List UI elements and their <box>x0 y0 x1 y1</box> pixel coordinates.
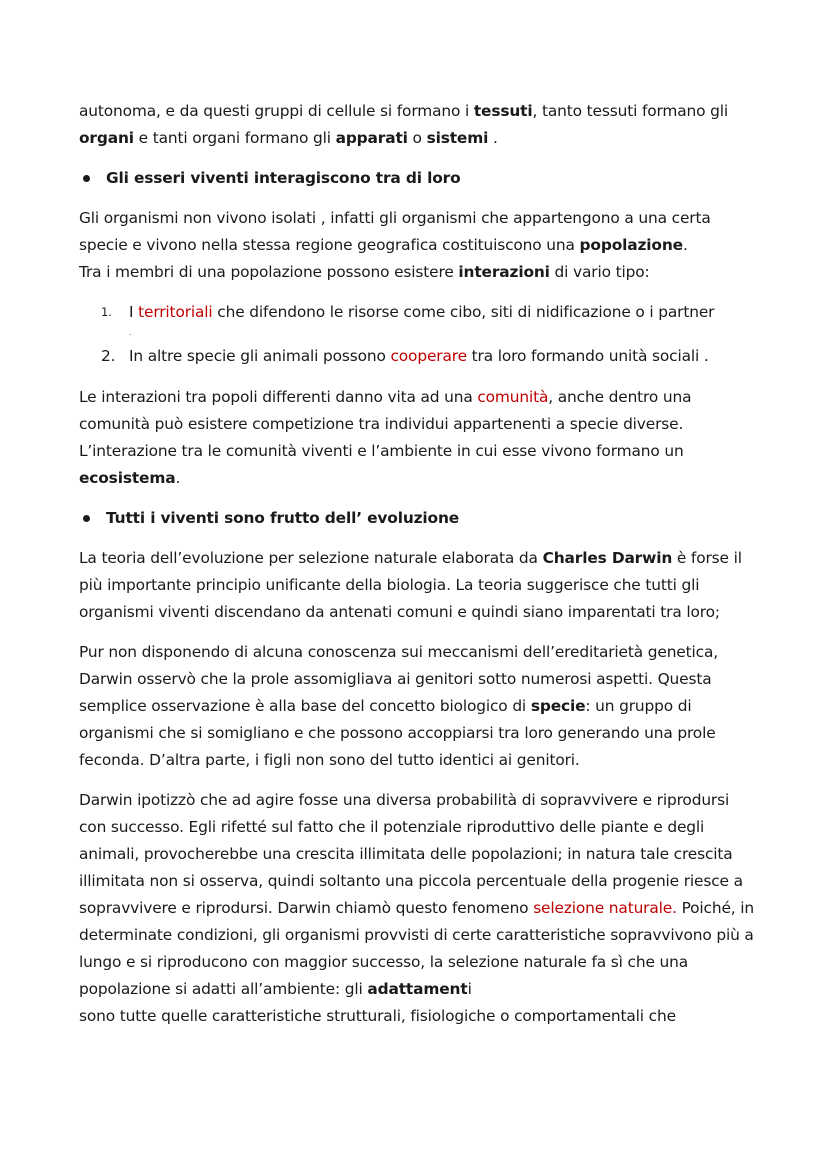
list-number: 2. <box>101 347 116 365</box>
text-run: , anche dentro una comunità può esistere competizione tra individui appartenenti a specie diverse. L’interazione tra le comunità viventi e l’ambiente in cui esse vivono formano un <box>79 388 692 460</box>
text-run: autonoma, e da questi gruppi di cellule si formano i <box>79 102 474 120</box>
term-territoriali: territoriali <box>138 303 213 321</box>
term-comunita: comunità <box>477 388 549 406</box>
term-popolazione: popolazione <box>579 236 683 254</box>
term-ecosistema: ecosistema <box>79 469 176 487</box>
term-interazioni: interazioni <box>458 263 550 281</box>
text-run: di vario tipo: <box>549 263 650 281</box>
text-run: e tanti organi formano gli <box>133 129 336 147</box>
heading-text: Gli esseri viventi interagiscono tra di loro <box>106 169 461 187</box>
text-run: Tra i membri di una popolazione possono esistere <box>79 263 459 281</box>
text-run: o <box>407 129 427 147</box>
paragraph-community <box>79 384 759 492</box>
text-run: i <box>467 980 472 998</box>
text-run: Poiché, in determinate condizioni, gli organismi provvisti di certe caratteristiche sopravvivono più a lungo e si riproducono con maggior successo, la selezione naturale fa sì che una popolazione si adatti all’ambiente: gli <box>79 899 754 998</box>
text-run: Darwin ipotizzò che ad agire fosse una diversa probabilità di sopravvivere e riprodursi con successo. Egli rifetté sul fatto che il potenziale riproduttivo delle piante e degli animali, provocherebbe una crescita illimitata delle popolazioni; in natura tale crescita illimitata non si osserva, quindi soltanto una piccola percentuale della progenie riesce a sopravvivere e riprodursi. Darwin chiamò questo fenomeno <box>79 791 743 917</box>
term-cooperare: cooperare <box>390 347 467 365</box>
text-run: è forse il più importante principio unificante della biologia. La teoria suggerisce che tutti gli organismi viventi discendano da antenati comuni e quindi siano imparentati tra loro; <box>79 549 742 621</box>
paragraph-species <box>79 639 759 774</box>
term-selezione-naturale: selezione naturale. <box>533 899 677 917</box>
term-organi: organi <box>79 129 134 147</box>
text-run: . <box>129 328 132 337</box>
term-adattamenti: adattament <box>367 980 468 998</box>
list-number: 1. <box>101 305 112 319</box>
interaction-list <box>79 299 759 370</box>
text-run: : un gruppo di organismi che si somigliano e che possono accoppiarsi tra loro generando una prole feconda. D’altra parte, i figli non sono del tutto identici ai genitori. <box>79 697 716 769</box>
text-run: . <box>488 129 498 147</box>
section-heading-evolution <box>79 505 759 532</box>
term-charles-darwin: Charles Darwin <box>542 549 673 567</box>
list-item <box>79 343 759 370</box>
text-run: Pur non disponendo di alcuna conoscenza sui meccanismi dell’ereditarietà genetica, Darwin osservò che la prole assomigliava ai genitori sotto numerosi aspetti. Questa semplice osservazione è alla base del concetto biologico di <box>79 643 718 715</box>
text-run: . <box>682 236 688 254</box>
text-run: , tanto tessuti formano gli <box>532 102 729 120</box>
list-item <box>79 299 759 326</box>
text-run: In altre specie gli animali possono <box>129 347 391 365</box>
text-run: Gli organismi non vivono isolati , infatti gli organismi che appartengono a una certa specie e vivono nella stessa regione geografica costituiscono una <box>79 209 711 254</box>
text-run: Le interazioni tra popoli differenti danno vita ad una <box>79 388 478 406</box>
bullet-icon <box>83 515 90 522</box>
term-sistemi: sistemi <box>426 129 489 147</box>
text-run: La teoria dell’evoluzione per selezione naturale elaborata da <box>79 549 543 567</box>
term-tessuti: tessuti <box>473 102 533 120</box>
paragraph-population <box>79 205 759 286</box>
bullet-icon <box>83 175 90 182</box>
text-run: tra loro formando unità sociali . <box>466 347 709 365</box>
paragraph-natural-selection <box>79 787 759 1030</box>
heading-text: Tutti i viventi sono frutto dell’ evoluzione <box>106 509 460 527</box>
paragraph-darwin-theory <box>79 545 759 626</box>
text-run: . <box>175 469 181 487</box>
term-apparati: apparati <box>335 129 408 147</box>
stray-period <box>79 326 759 340</box>
text-run: sono tutte quelle caratteristiche strutturali, fisiologiche o comportamentali che <box>79 1007 676 1025</box>
paragraph-tissues <box>79 98 759 152</box>
term-specie: specie <box>530 697 586 715</box>
document-page <box>79 98 759 1043</box>
section-heading-interactions <box>79 165 759 192</box>
text-run: I <box>129 303 139 321</box>
text-run: che difendono le risorse come cibo, siti di nidificazione o i partner <box>212 303 715 321</box>
